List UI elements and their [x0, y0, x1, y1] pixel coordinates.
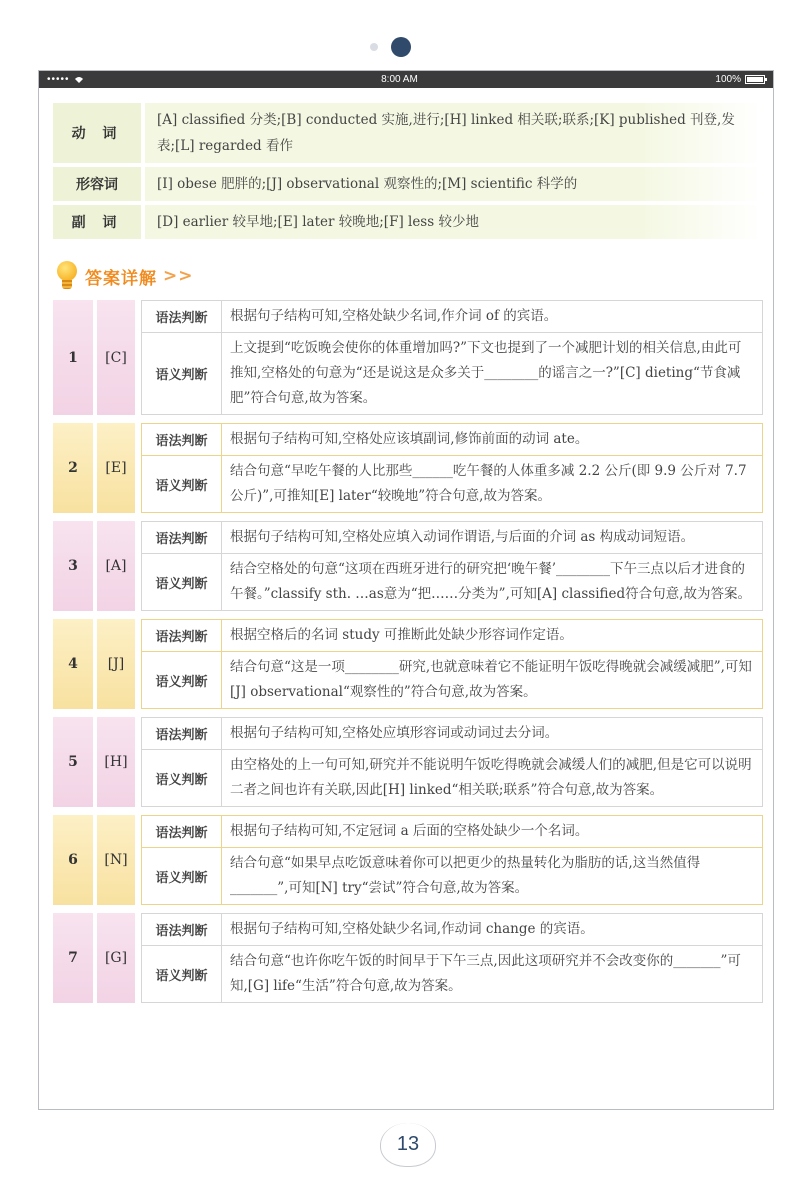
vocab-label: 副 词	[53, 205, 141, 239]
meaning-row	[142, 652, 762, 708]
grammar-row	[142, 301, 762, 333]
grammar-text: 根据句子结构可知,空格处应填形容词或动词过去分词。	[230, 725, 559, 741]
answer-block	[53, 300, 763, 415]
status-bar	[39, 71, 773, 88]
meaning-label: 语义判断	[142, 456, 222, 512]
answer-rows	[141, 423, 763, 513]
grammar-row	[142, 914, 762, 946]
answer-rows	[141, 521, 763, 611]
grammar-label: 语法判断	[142, 816, 222, 847]
meaning-text: 结合句意“这是一项________研究,也就意味着它不能证明午饭吃得晚就会减缓减肥”,可知[J] observational“观察性的”符合句意,故为答案。	[230, 659, 752, 700]
section-heading	[55, 261, 194, 291]
answer-rows	[141, 717, 763, 807]
page-number: 13	[396, 1133, 420, 1155]
meaning-text: 上文提到“吃饭晚会使你的体重增加吗?”下文也提到了一个减肥计划的相关信息,由此可推知,空格处的句意为“还是说这是众多关于________的谣言之一?”[C] dieting“节食减肥”符合句意,故为答案。	[230, 340, 742, 406]
vocab-row-verb	[53, 103, 763, 163]
grammar-row	[142, 522, 762, 554]
battery-icon	[745, 75, 765, 84]
meaning-row	[142, 456, 762, 512]
answer-key: [E]	[97, 423, 135, 513]
grammar-label: 语法判断	[142, 301, 222, 332]
vocab-label: 形容词	[53, 167, 141, 201]
answer-key: [J]	[97, 619, 135, 709]
meaning-row	[142, 333, 762, 414]
answer-key: [C]	[97, 300, 135, 415]
vocab-text: [I] obese 肥胖的;[J] observational 观察性的;[M] scientific 科学的	[145, 167, 763, 201]
meaning-row	[142, 750, 762, 806]
page-number-badge	[380, 1123, 436, 1167]
section-arrows: >>	[163, 266, 194, 286]
answer-key: [N]	[97, 815, 135, 905]
meaning-label: 语义判断	[142, 848, 222, 904]
meaning-label: 语义判断	[142, 554, 222, 610]
grammar-text: 根据句子结构可知,空格处缺少名词,作介词 of 的宾语。	[230, 308, 558, 324]
grammar-row	[142, 816, 762, 848]
answer-block	[53, 815, 763, 905]
meaning-row	[142, 554, 762, 610]
answer-key: [A]	[97, 521, 135, 611]
grammar-row	[142, 424, 762, 456]
status-time: 8:00 AM	[381, 74, 418, 85]
answer-number: 3	[53, 521, 93, 611]
answer-block	[53, 913, 763, 1003]
camera-dot	[370, 43, 378, 51]
grammar-text: 根据空格后的名词 study 可推断此处缺少形容词作定语。	[230, 627, 573, 643]
wifi-icon	[74, 76, 84, 84]
grammar-text: 根据句子结构可知,空格处缺少名词,作动词 change 的宾语。	[230, 921, 594, 937]
answer-rows	[141, 913, 763, 1003]
lightbulb-icon	[55, 261, 79, 291]
answer-number: 4	[53, 619, 93, 709]
vocab-text: [A] classified 分类;[B] conducted 实施,进行;[H] linked 相关联;联系;[K] published 刊登,发表;[L] regarded 看作	[145, 103, 763, 163]
grammar-label: 语法判断	[142, 914, 222, 945]
meaning-text: 结合空格处的句意“这项在西班牙进行的研究把‘晚午餐’________下午三点以后才进食的午餐。”classify sth. …as意为“把……分类为”,可知[A] classified符合句意,故为答案。	[230, 561, 751, 602]
meaning-label: 语义判断	[142, 652, 222, 708]
answer-number: 5	[53, 717, 93, 807]
grammar-label: 语法判断	[142, 620, 222, 651]
answer-number: 6	[53, 815, 93, 905]
grammar-row	[142, 620, 762, 652]
vocab-text: [D] earlier 较早地;[E] later 较晚地;[F] less 较少地	[145, 205, 763, 239]
section-title: 答案详解	[85, 268, 157, 289]
vocab-table	[53, 103, 763, 243]
meaning-row	[142, 848, 762, 904]
answer-number: 7	[53, 913, 93, 1003]
meaning-label: 语义判断	[142, 750, 222, 806]
grammar-text: 根据句子结构可知,空格处应该填副词,修饰前面的动词 ate。	[230, 431, 589, 447]
answer-block	[53, 423, 763, 513]
answer-number: 1	[53, 300, 93, 415]
vocab-row-adverb	[53, 205, 763, 239]
answer-block	[53, 619, 763, 709]
meaning-label: 语义判断	[142, 946, 222, 1002]
vocab-row-adjective	[53, 167, 763, 201]
vocab-label: 动 词	[53, 103, 141, 163]
meaning-text: 结合句意“如果早点吃饭意味着你可以把更少的热量转化为脂肪的话,这当然值得_______”,可知[N] try“尝试”符合句意,故为答案。	[230, 855, 701, 896]
camera-lens	[391, 37, 411, 57]
battery-percent: 100%	[715, 74, 741, 85]
meaning-text: 结合句意“也许你吃午饭的时间早于下午三点,因此这项研究并不会改变你的_______”可知,[G] life“生活”符合句意,故为答案。	[230, 953, 741, 994]
meaning-text: 由空格处的上一句可知,研究并不能说明午饭吃得晚就会减缓人们的减肥,但是它可以说明二者之间也许有关联,因此[H] linked“相关联;联系”符合句意,故为答案。	[230, 757, 752, 798]
grammar-label: 语法判断	[142, 424, 222, 455]
grammar-text: 根据句子结构可知,不定冠词 a 后面的空格处缺少一个名词。	[230, 823, 589, 839]
answer-number: 2	[53, 423, 93, 513]
answer-block	[53, 717, 763, 807]
answer-key: [G]	[97, 913, 135, 1003]
answer-list	[53, 300, 763, 1011]
answer-block	[53, 521, 763, 611]
meaning-row	[142, 946, 762, 1002]
answer-rows	[141, 300, 763, 415]
grammar-label: 语法判断	[142, 718, 222, 749]
grammar-text: 根据句子结构可知,空格处应填入动词作谓语,与后面的介词 as 构成动词短语。	[230, 529, 695, 545]
meaning-label: 语义判断	[142, 333, 222, 414]
answer-key: [H]	[97, 717, 135, 807]
grammar-label: 语法判断	[142, 522, 222, 553]
tablet-screen	[38, 70, 774, 1110]
signal-area	[47, 74, 84, 85]
signal-dots: •••••	[47, 74, 70, 85]
battery-area	[715, 74, 765, 85]
answer-rows	[141, 619, 763, 709]
meaning-text: 结合句意“早吃午餐的人比那些______吃午餐的人体重多减 2.2 公斤(即 9.9 公斤对 7.7 公斤)”,可推知[E] later“较晚地”符合句意,故为答案。	[230, 463, 747, 504]
grammar-row	[142, 718, 762, 750]
answer-rows	[141, 815, 763, 905]
